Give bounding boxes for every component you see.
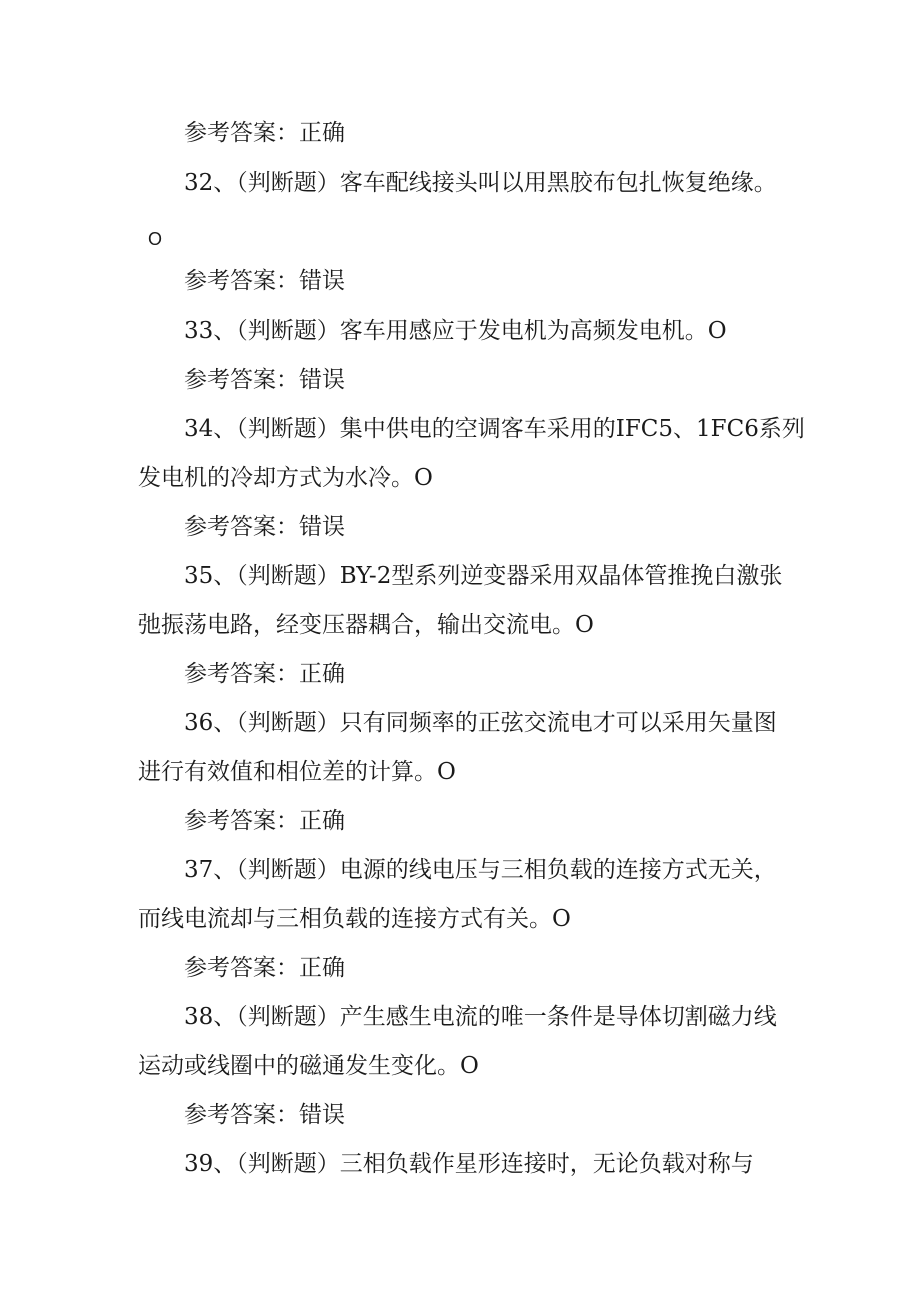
question-38: 38、（判断题）产生感生电流的唯一条件是导体切割磁力线 [184,1004,777,1030]
question-36: 36、（判断题）只有同频率的正弦交流电才可以采用矢量图 [184,710,777,736]
question-39: 39、（判断题）三相负载作星形连接时，无论负载对称与 [184,1151,754,1177]
question-32-continuation: O [148,229,163,249]
question-35: 35、（判断题）BY-2型系列逆变器采用双晶体管推挽白激张 [184,563,783,589]
question-34: 34、（判断题）集中供电的空调客车采用的IFC5、1FC6系列 [184,416,805,442]
answer-line: 参考答案：错误 [184,1102,345,1128]
answer-line: 参考答案：错误 [184,367,345,393]
answer-line: 参考答案：错误 [184,268,345,294]
question-34-continuation: 发电机的冷却方式为水冷。O [138,465,433,491]
question-37-continuation: 而线电流却与三相负载的连接方式有关。O [138,906,571,932]
question-32: 32、（判断题）客车配线接头叫以用黑胶布包扎恢复绝缘。 [184,170,777,196]
question-38-continuation: 运动或线圈中的磁通发生变化。O [138,1053,479,1079]
question-33: 33、（判断题）客车用感应于发电机为高频发电机。O [184,318,727,344]
answer-line: 参考答案：正确 [184,120,345,146]
question-36-continuation: 进行有效值和相位差的计算。O [138,759,456,785]
answer-line: 参考答案：正确 [184,808,345,834]
answer-line: 参考答案：正确 [184,955,345,981]
answer-line: 参考答案：错误 [184,514,345,540]
question-37: 37、（判断题）电源的线电压与三相负载的连接方式无关， [184,857,777,883]
answer-line: 参考答案：正确 [184,661,345,687]
question-35-continuation: 弛振荡电路，经变压器耦合，输出交流电。O [138,612,594,638]
